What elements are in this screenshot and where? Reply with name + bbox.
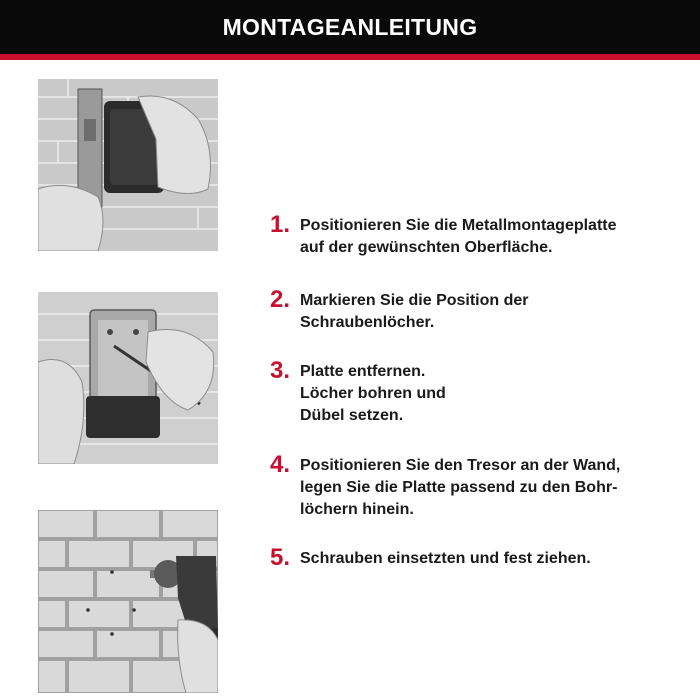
step-line: Schraubenlöcher. [300, 314, 435, 331]
page-title: MONTAGEANLEITUNG [222, 13, 478, 40]
step-line: Schrauben einsetzten und fest ziehen. [300, 550, 591, 567]
step-line: Positionieren Sie den Tresor an der Wand, [300, 457, 621, 474]
step-text [300, 358, 446, 427]
step-text [300, 545, 591, 570]
step-1 [270, 212, 690, 259]
step-line: Markieren Sie die Position der [300, 292, 529, 309]
step-3 [270, 358, 690, 427]
step-line: Platte entfernen. [300, 363, 426, 380]
step-line: Dübel setzen. [300, 407, 404, 424]
step-number: 3. [270, 357, 291, 384]
step-line: Positionieren Sie die Metallmontageplatte [300, 217, 617, 234]
step-5 [270, 545, 690, 571]
header-accent-stripe [0, 54, 700, 60]
step-number: 2. [270, 286, 291, 313]
step-line: legen Sie die Platte passend zu den Bohr- [300, 479, 618, 496]
step-line: löchern hinein. [300, 501, 414, 518]
step-4 [270, 452, 690, 521]
photo-step-2-illustration [38, 292, 218, 464]
photo-step-3 [38, 510, 218, 693]
photo-step-3-illustration [38, 510, 218, 693]
step-line: Löcher bohren und [300, 385, 446, 402]
photo-step-1-illustration [38, 79, 218, 251]
step-number: 1. [270, 211, 291, 238]
step-number: 4. [270, 451, 291, 478]
step-text [300, 287, 529, 334]
header-bar [0, 0, 700, 54]
step-text [300, 452, 620, 521]
step-line: auf der gewünschten Oberfläche. [300, 239, 553, 256]
photo-step-1 [38, 79, 218, 251]
step-2 [270, 287, 690, 334]
photo-step-2 [38, 292, 218, 464]
step-number: 5. [270, 544, 291, 571]
step-text [300, 212, 617, 259]
